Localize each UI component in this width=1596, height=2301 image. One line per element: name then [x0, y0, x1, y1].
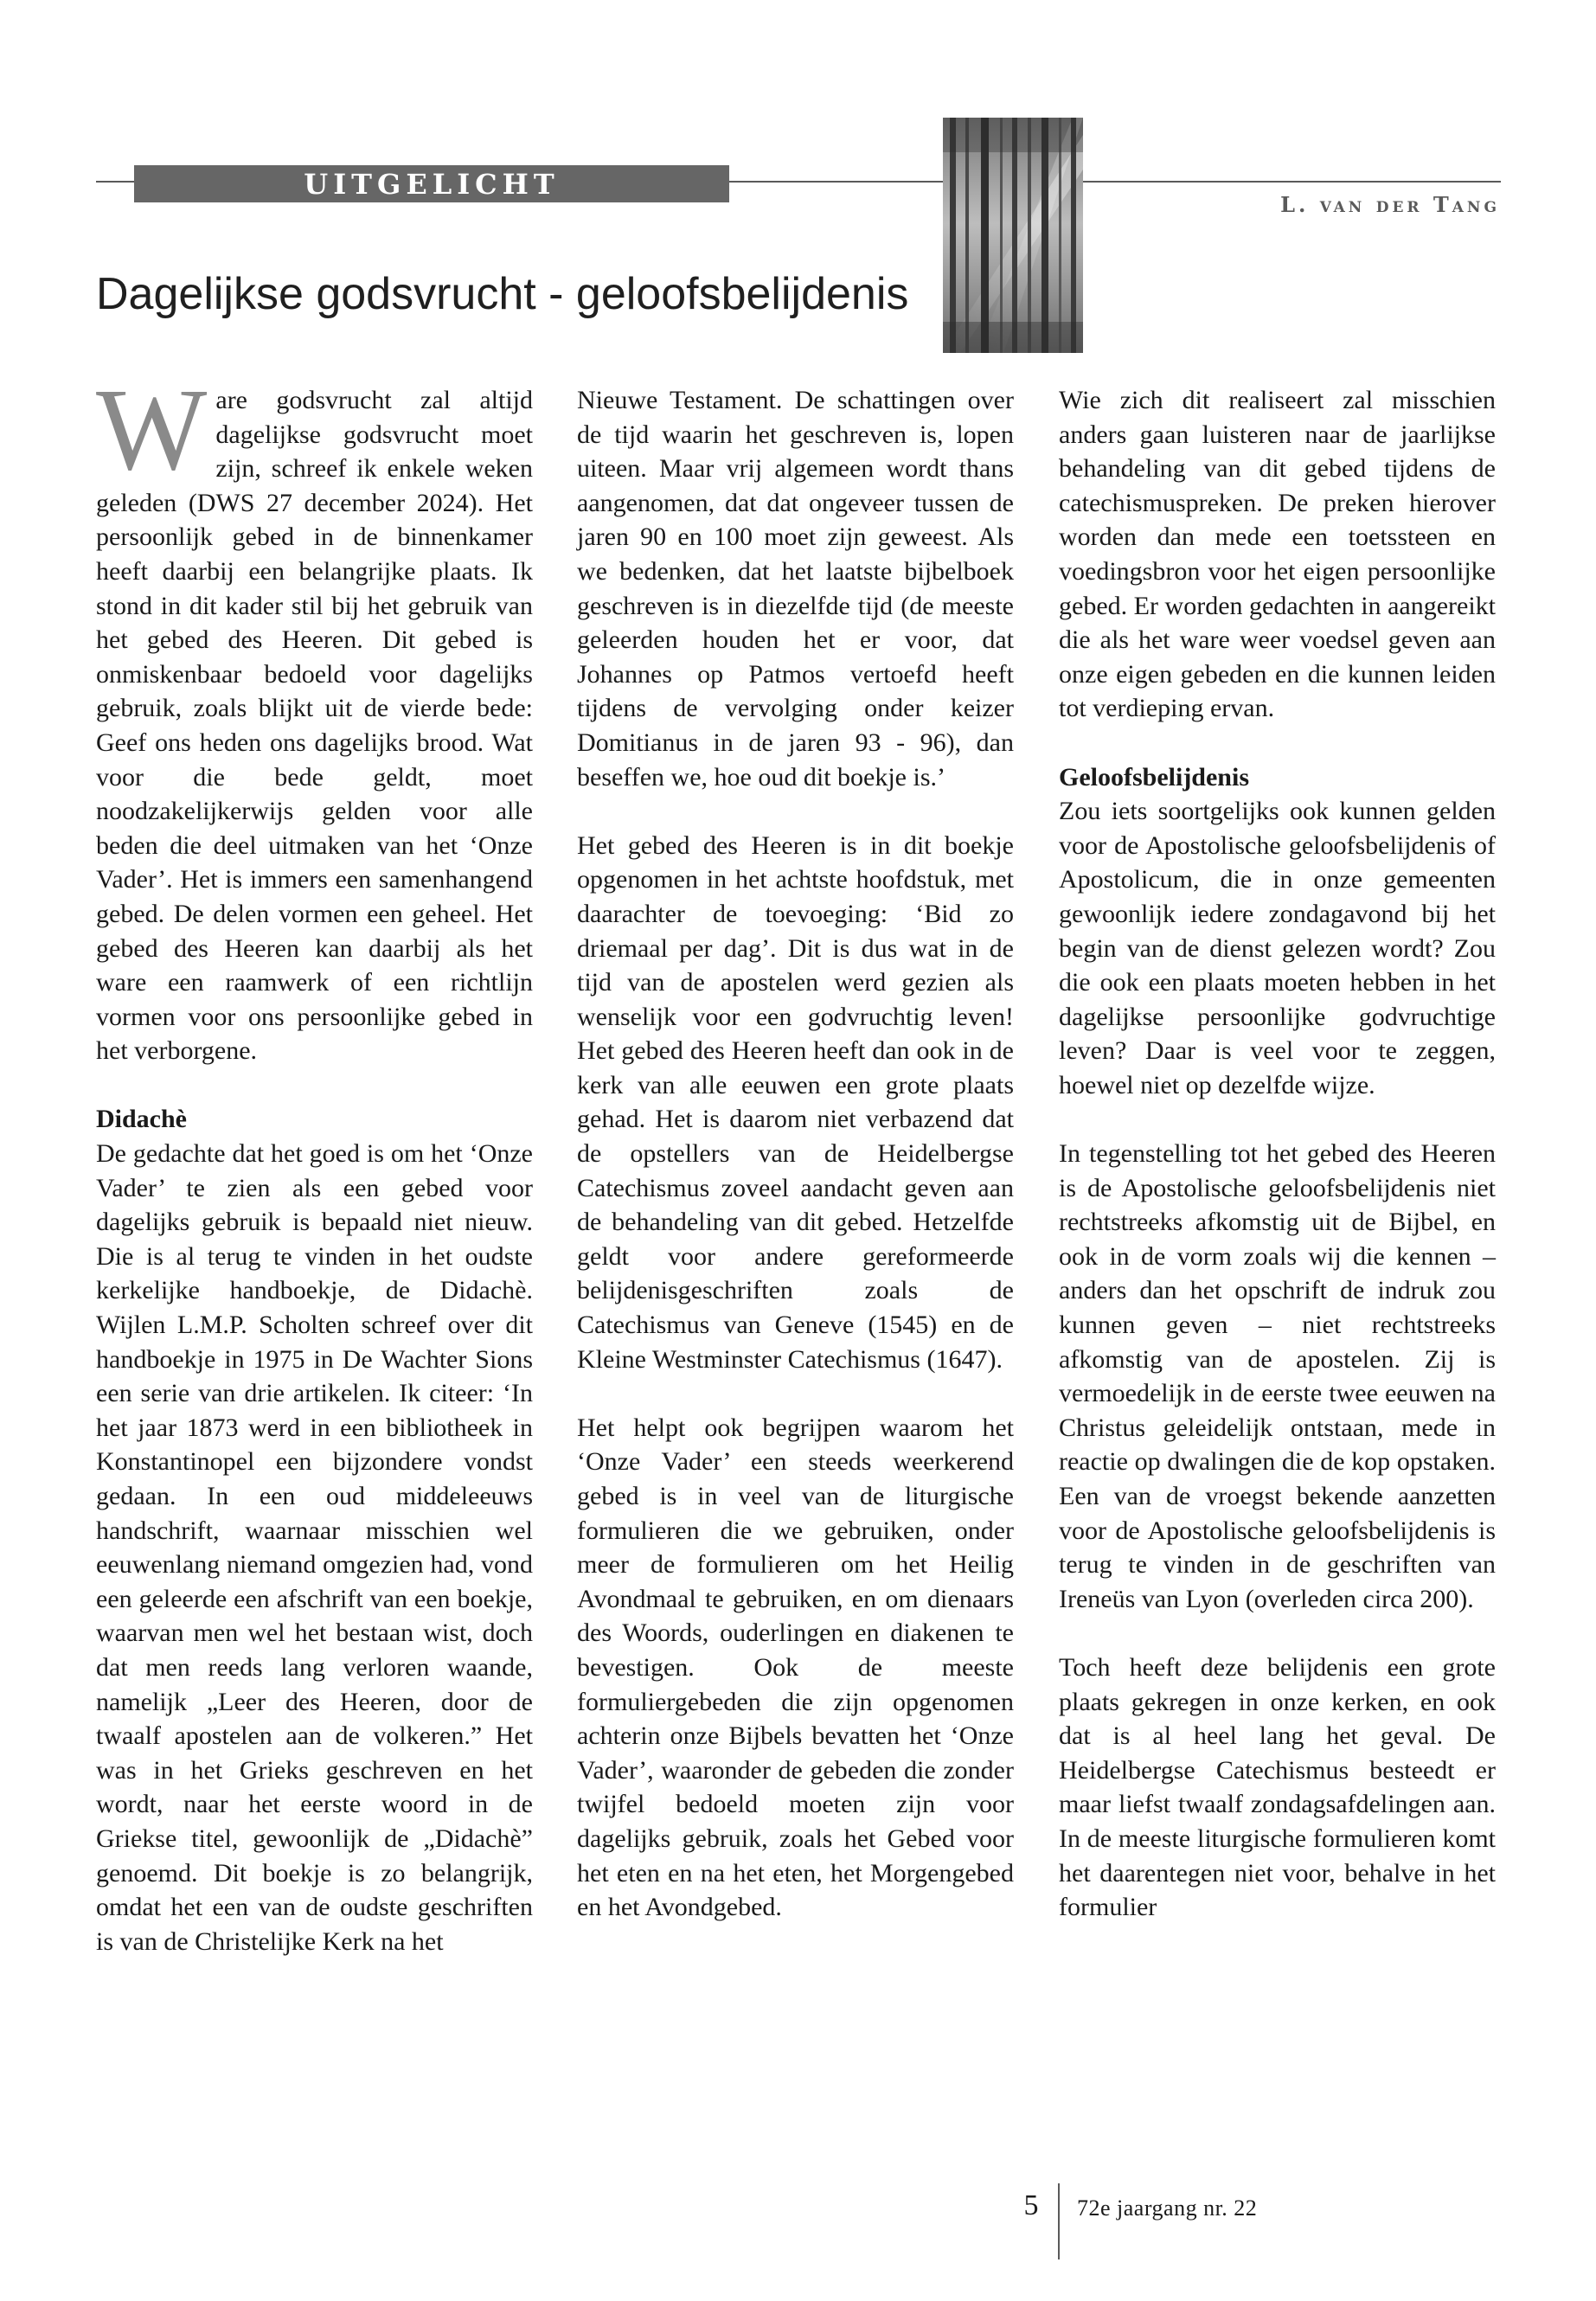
- issue-info: 72e jaargang nr. 22: [1077, 2195, 1258, 2221]
- header-rule-right: [1083, 181, 1501, 183]
- author-name: L. van der Tang: [1280, 192, 1500, 217]
- paragraph: In tegenstelling tot het gebed des Heeren is de Apostolische geloofsbelijdenis niet rechtstreeks afkomstig uit de Bijbel, en ook in de vorm zoals wij die kennen – anders dan het opschrift de indruk zou kunnen geven – niet rechtstreeks afkomstig van de apostelen. Zij is vermoedelijk in de eerste twee eeuwen na Christus geleidelijk ontstaan, mede in reactie op dwalingen die de kop opstaken. Een van de vroegst bekende aanzetten voor de Apostolische geloofsbelijdenis is terug te vinden in de geschriften van Ireneüs van Lyon (overleden circa 200).: [1059, 1139, 1496, 1613]
- section-heading-geloofsbelijdenis: Geloofsbelijdenis: [1059, 762, 1250, 792]
- paragraph: De gedachte dat het goed is om het ‘Onze Vader’ te zien als een gebed voor dagelijks gebruik is bepaald niet nieuw. Die is al terug te vinden in het oudste kerkelijke handboekje, de Didachè. Wijlen L.M.P. Scholten schreef over dit handboekje in 1975 in De Wachter Sions een serie van drie artikelen. Ik citeer: ‘In het jaar 1873 werd in een bibliotheek in Konstantinopel een bijzondere vondst gedaan. In een oud middeleeuws handschrift, waarnaar misschien wel eeuwenlang niemand omgezien had, vond een geleerde een afschrift van een boekje, waarvan men wel het bestaan wist, doch dat men reeds lang verloren waande, namelijk „Leer des Heeren, door de twaalf apostelen aan de volkeren.” Het was in het Grieks geschreven en het wordt, naar het eerste woord in de Griekse titel, gewoonlijk de „Didachè” genoemd. Dit boekje is zo belangrijk, omdat het een van de oudste geschriften is van de Christelijke Kerk na het: [96, 1139, 533, 1956]
- paragraph: Het helpt ook begrijpen waarom het ‘Onze Vader’ een steeds weerkerend gebed is in veel van de liturgische formulieren die we gebruiken, onder meer de formulieren om het Heilig Avondmaal te gebruiken, en om dienaars des Woords, ouderlingen en diakenen te bevestigen. Ook de meeste formuliergebeden die zijn opgenomen achterin onze Bijbels bevatten het ‘Onze Vader’, waaronder de gebeden die zonder twijfel bedoeld moeten zijn voor dagelijks gebruik, zoals het Gebed voor het eten en na het eten, het Morgengebed en het Avondgebed.: [577, 1413, 1014, 1922]
- column-1: [96, 365, 533, 1958]
- paragraph: Het gebed des Heeren is in dit boekje opgenomen in het achtste hoofdstuk, met daarachter de toevoeging: ‘Bid zo driemaal per dag’. Dit is dus wat in de tijd van de apostelen werd gezien als wenselijk voor een godvruchtig leven! Het gebed des Heeren heeft dan ook in de kerk van alle eeuwen een grote plaats gehad. Het is daarom niet verbazend dat de opstellers van de Heidelbergse Catechismus zoveel aandacht geven aan de behandeling van dit gebed. Hetzelfde geldt voor andere gereformeerde belijdenisgeschriften zoals de Catechismus van Geneve (1545) en de Kleine Westminster Catechismus (1647).: [577, 830, 1014, 1374]
- paragraph: Wie zich dit realiseert zal misschien anders gaan luisteren naar de jaarlijkse behandeling van dit gebed tijdens de catechismuspreken. De preken hierover worden dan mede een toetssteen en voedingsbron voor het eigen persoonlijke gebed. Er worden gedachten in aangereikt die als het ware weer voedsel geven aan onze eigen gebeden en die kunnen leiden tot verdieping ervan.: [1059, 386, 1496, 723]
- paragraph: Zou iets soortgelijks ook kunnen gelden voor de Apostolische geloofsbelijdenis of Apostolicum, die in onze gemeenten gewoonlijk iedere zondagavond bij het begin van de dienst gelezen wordt? Zou die ook een plaats moeten hebben in het dagelijkse persoonlijke godvruchtige leven? Daar is veel voor te zeggen, hoewel niet op dezelfde wijze.: [1059, 797, 1496, 1099]
- article-title: Dagelijkse godsvrucht - geloofsbelijdenis: [96, 269, 909, 319]
- column-2: [577, 383, 1014, 1925]
- page-number: 5: [1023, 2189, 1039, 2221]
- forest-photo: [943, 118, 1083, 353]
- drop-cap: W: [96, 365, 208, 495]
- section-label: UITGELICHT: [134, 165, 729, 202]
- paragraph: Nieuwe Testament. De schattingen over de tijd waarin het geschreven is, lopen uiteen. Maar vrij algemeen wordt thans aangenomen, dat dat ongeveer tussen de jaren 90 en 100 moet zijn geweest. Als we bedenken, dat het laatste bijbelboek geschreven is in diezelfde tijd (de meeste geleerden houden het er voor, dat Johannes op Patmos vertoefd heeft tijdens de vervolging onder keizer Domitianus in de jaren 93 - 96), dan beseffen we, hoe oud dit boekje is.’: [577, 386, 1014, 792]
- paragraph: Toch heeft deze belijdenis een grote plaats gekregen in onze kerken, en ook dat is al heel lang het geval. De Heidelbergse Catechismus besteedt er maar liefst twaalf zondagsafdelingen aan. In de meeste liturgische formulieren komt het daarentegen niet voor, behalve in het formulier: [1059, 1652, 1496, 1922]
- paragraph-text: are godsvrucht zal altijd dagelijkse godsvrucht moet zijn, schreef ik enkele weken geleden (DWS 27 december 2024). Het persoonlijk gebed in de binnenkamer heeft daarbij een belangrijke plaats. Ik stond in dit kader stil bij het gebruik van het gebed des Heeren. Dit gebed is onmiskenbaar bedoeld voor dagelijks gebruik, zoals blijkt uit de vierde bede: Geef ons heden ons dagelijks brood. Wat voor die bede geldt, moet noodzakelijkerwijs gelden voor alle beden die deel uitmaken van het ‘Onze Vader’. Het is immers een samenhangend gebed. De delen vormen een geheel. Het gebed des Heeren kan daarbij als het ware een raamwerk of een richtlijn vormen voor ons persoonlijke gebed in het verborgene.: [96, 386, 533, 1066]
- column-3: [1059, 383, 1496, 1925]
- section-heading-didache: Didachè: [96, 1105, 187, 1134]
- footer-divider: [1058, 2183, 1060, 2259]
- paragraph: [96, 365, 533, 1068]
